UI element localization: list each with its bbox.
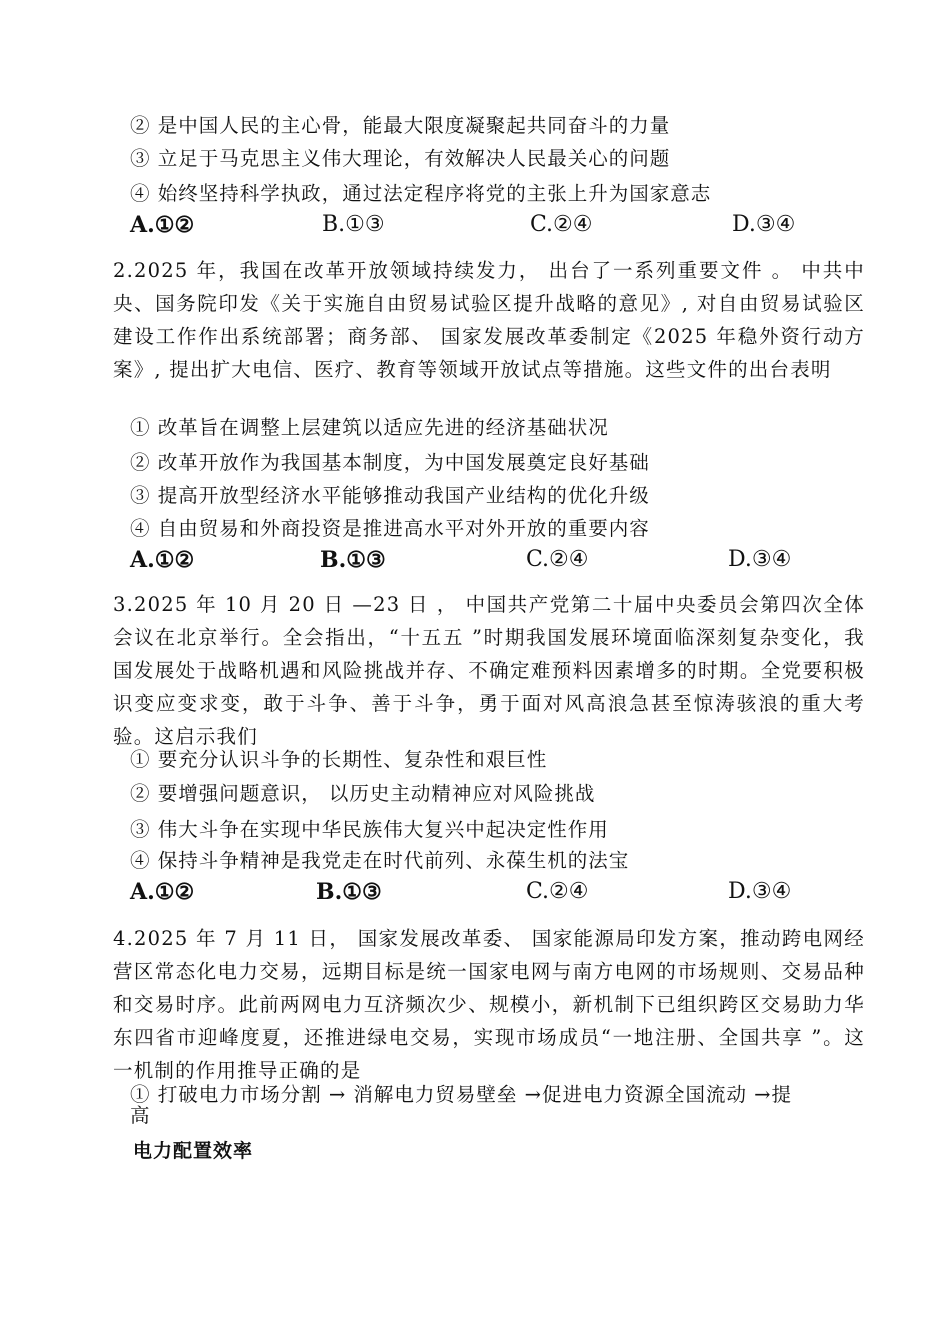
q3-stem: 3.2025 年 10 月 20 日 —23 日 ， 中国共产党第二十届中央委员会第四次全体会议在北京举行。全会指出，“十五五 ”时期我国发展环境面临深刻复杂变化，我国发展处于战略机遇和风险挑战并存、不确定难预料因素增多的时期。全党要积极识变应变求变，敢于斗争、善于斗争，勇于面对风高浪急甚至惊涛骇浪的重大考验。这启示我们	[113, 593, 865, 748]
q4-stem: 4.2025 年 7 月 11 日， 国家发展改革委、 国家能源局印发方案，推动跨电网经营区常态化电力交易，远期目标是统一国家电网与南方电网的市场规则、交易品种和交易时序。此前两网电力互济频次少、规模小，新机制下已组织跨区交易助力华东四省市迎峰度夏，还推进绿电交易，实现市场成员“一地注册、全国共享 ”。这一机制的作用推导正确的是	[113, 927, 865, 1082]
q2-option-3: ③ 提高开放型经济水平能够推动我国产业结构的优化升级	[130, 484, 650, 507]
q2-option-1: ① 改革旨在调整上层建筑以适应先进的经济基础状况	[130, 416, 609, 439]
q2-choice-b[interactable]: B.①③	[320, 547, 386, 573]
q1-choice-a[interactable]: A.①②	[130, 212, 195, 238]
q3-choice-d[interactable]: D.③④	[728, 879, 792, 904]
q2-option-4: ④ 自由贸易和外商投资是推进高水平对外开放的重要内容	[130, 517, 650, 540]
q2-choice-c[interactable]: C.②④	[526, 547, 589, 572]
q2-option-2: ② 改革开放作为我国基本制度，为中国发展奠定良好基础	[130, 451, 650, 474]
q2-choice-a[interactable]: A.①②	[130, 547, 195, 573]
q2-stem: 2.2025 年，我国在改革开放领域持续发力， 出台了一系列重要文件 。 中共中央、国务院印发《关于实施自由贸易试验区提升战略的意见》, 对自由贸易试验区建设工作作出系统部署；商务部、 国家发展改革委制定《2025 年稳外资行动方案》, 提出扩大电信、医疗、教育等领域开放试点等措施。这些文件的出台表明	[113, 259, 865, 381]
q3-option-2: ② 要增强问题意识， 以历史主动精神应对风险挑战	[130, 782, 596, 805]
q1-choice-d[interactable]: D.③④	[732, 212, 796, 237]
q3-option-4: ④ 保持斗争精神是我党走在时代前列、永葆生机的法宝	[130, 849, 630, 872]
q1-choices	[130, 212, 830, 246]
q3-option-1: ① 要充分认识斗争的长期性、复杂性和艰巨性	[130, 748, 548, 771]
q3-choice-c[interactable]: C.②④	[526, 879, 589, 904]
q1-choice-b[interactable]: B.①③	[322, 212, 385, 237]
q1-option-3: ③ 立足于马克思主义伟大理论，有效解决人民最关心的问题	[130, 147, 671, 170]
q4-option-1-line2: 高	[130, 1104, 151, 1127]
q3-choice-b[interactable]: B.①③	[316, 879, 382, 905]
q1-choice-c[interactable]: C.②④	[530, 212, 593, 237]
q1-option-4: ④ 始终坚持科学执政，通过法定程序将党的主张上升为国家意志	[130, 182, 712, 205]
q2-choice-d[interactable]: D.③④	[728, 547, 792, 572]
q3-choice-a[interactable]: A.①②	[130, 879, 195, 905]
q4-option-1-line3: 电力配置效率	[133, 1140, 254, 1162]
q1-option-2: ② 是中国人民的主心骨，能最大限度凝聚起共同奋斗的力量	[130, 114, 671, 137]
q3-option-3: ③ 伟大斗争在实现中华民族伟大复兴中起决定性作用	[130, 818, 609, 841]
q3-choices	[130, 879, 830, 913]
q2-choices	[130, 547, 830, 581]
q4-option-1-line1: ① 打破电力市场分割 → 消解电力贸易壁垒 →促进电力资源全国流动 →提	[130, 1083, 793, 1106]
